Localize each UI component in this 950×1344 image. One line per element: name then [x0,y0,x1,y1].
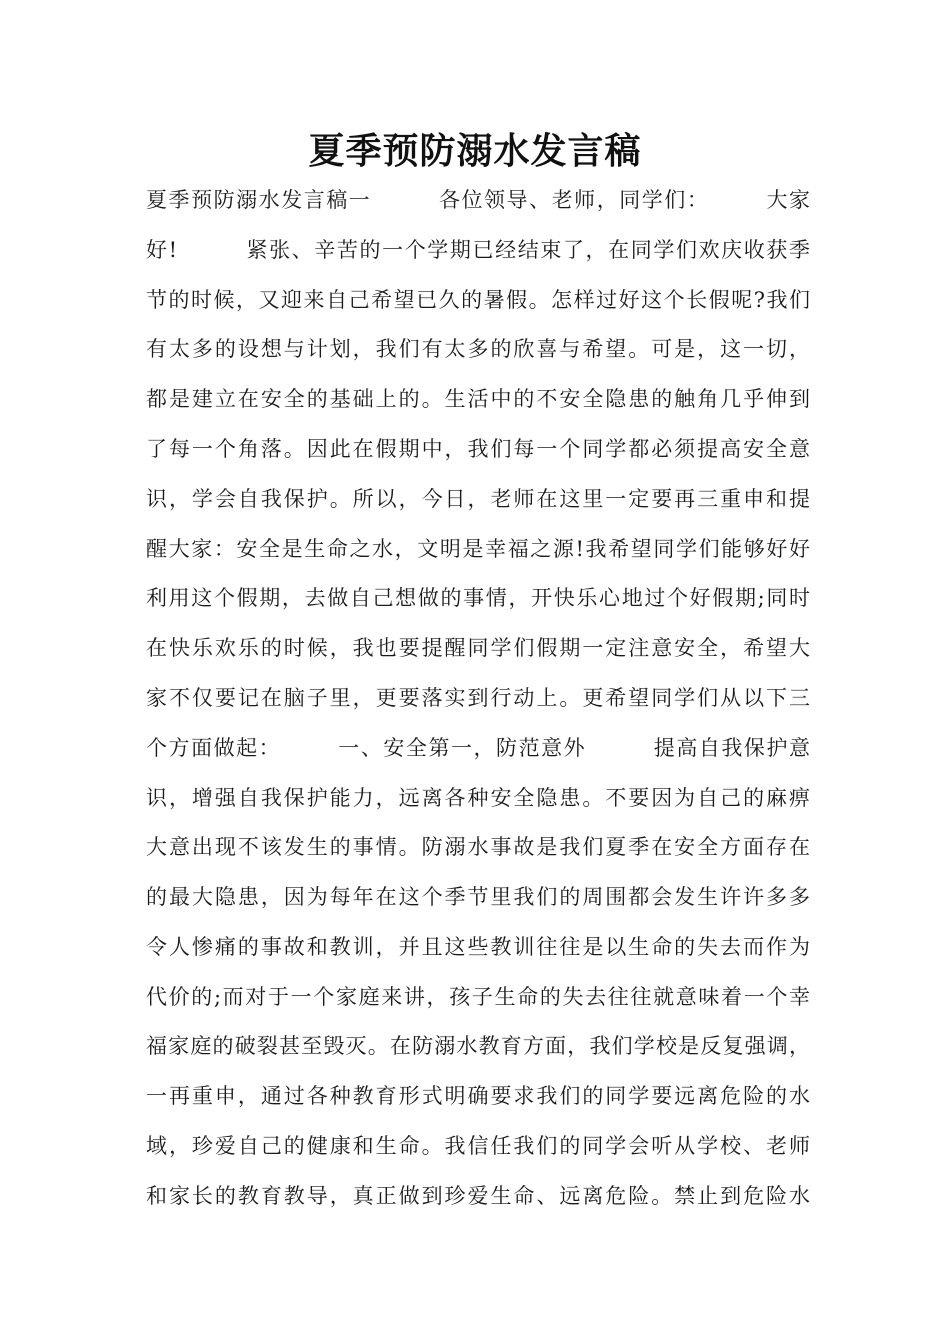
body-line: 了每一个角落。因此在假期中，我们每一个同学都必须提高安全意 [146,437,810,461]
body-line: 都是建立在安全的基础上的。生活中的不安全隐患的触角几乎伸到 [146,387,810,411]
document-title: 夏季预防溺水发言稿 [308,131,642,172]
body-line: 福家庭的破裂甚至毁灭。在防溺水教育方面，我们学校是反复强调， [146,1034,810,1058]
body-line: 节的时候，又迎来自己希望已久的暑假。怎样过好这个长假呢?我们 [146,288,810,312]
body-line: 大意出现不该发生的事情。防溺水事故是我们夏季在安全方面存在 [146,835,810,859]
body-line: 代价的;而对于一个家庭来讲，孩子生命的失去往往就意味着一个幸 [146,985,810,1009]
body-line: 识，学会自我保护。所以，今日，老师在这里一定要再三重申和提 [146,487,810,511]
body-line: 好! 紧张、辛苦的一个学期已经结束了，在同学们欢庆收获季 [146,238,810,262]
body-line: 的最大隐患，因为每年在这个季节里我们的周围都会发生许许多多 [146,885,810,909]
body-line: 在快乐欢乐的时候，我也要提醒同学们假期一定注意安全，希望大 [146,636,810,660]
body-line: 识，增强自我保护能力，远离各种安全隐患。不要因为自己的麻痹 [146,786,810,810]
body-line: 一再重申，通过各种教育形式明确要求我们的同学要远离危险的水 [146,1084,810,1108]
body-line: 域，珍爱自己的健康和生命。我信任我们的同学会听从学校、老师 [146,1134,810,1158]
body-line: 令人惨痛的事故和教训，并且这些教训往往是以生命的失去而作为 [146,935,810,959]
body-line: 家不仅要记在脑子里，更要落实到行动上。更希望同学们从以下三 [146,686,810,710]
body-line: 有太多的设想与计划，我们有太多的欣喜与希望。可是，这一切， [146,337,810,361]
body-line: 利用这个假期，去做自己想做的事情，开快乐心地过个好假期;同时 [146,586,810,610]
body-line: 个方面做起： 一、安全第一，防范意外 提高自我保护意 [146,736,810,760]
body-line: 醒大家：安全是生命之水，文明是幸福之源!我希望同学们能够好好 [146,537,810,561]
body-line: 和家长的教育教导，真正做到珍爱生命、远离危险。禁止到危险水 [146,1184,810,1208]
body-line: 夏季预防溺水发言稿一 各位领导、老师，同学们： 大家 [146,188,810,212]
